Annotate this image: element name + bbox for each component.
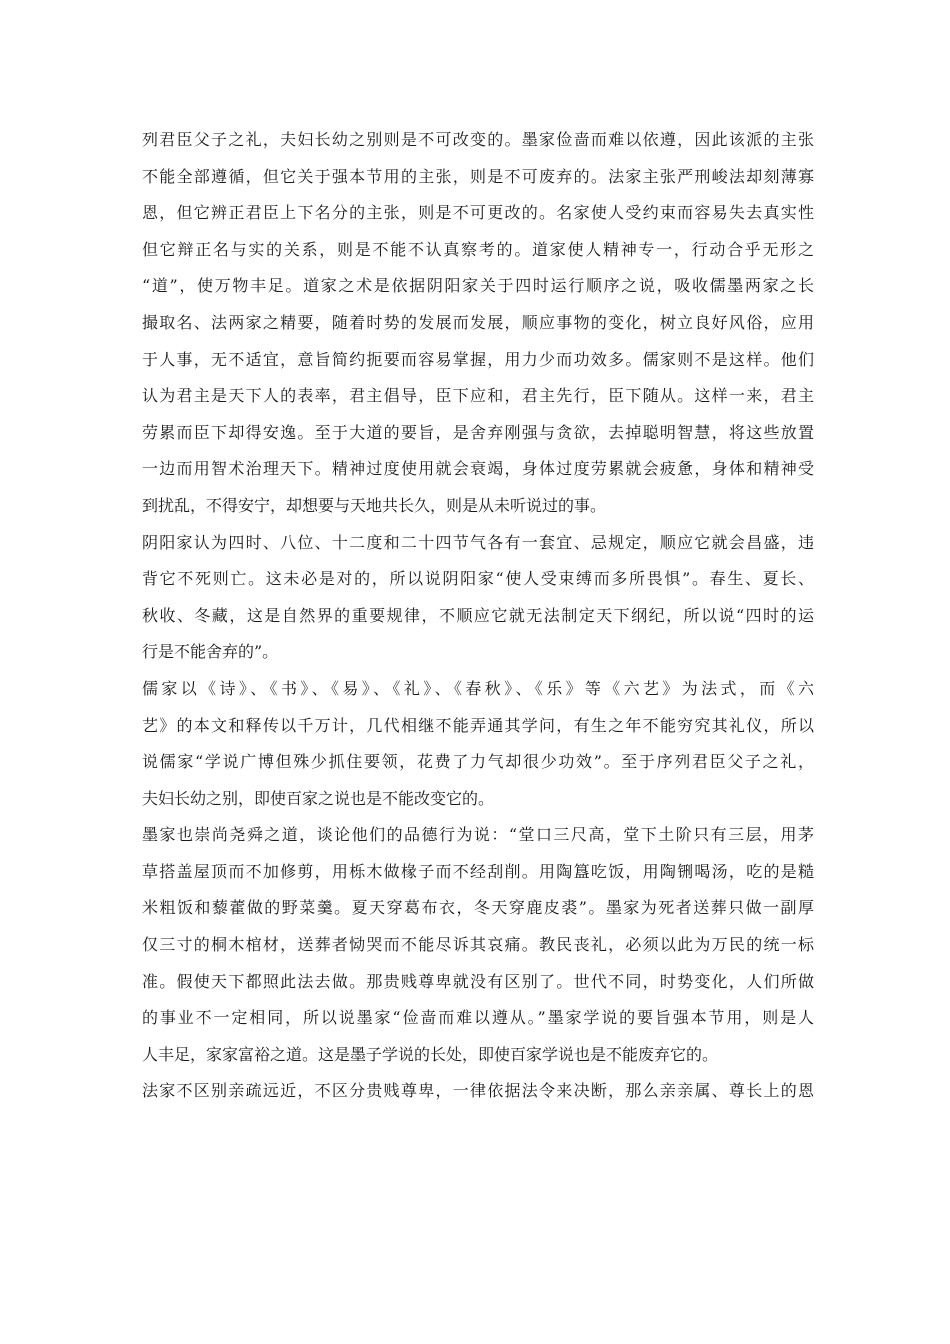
text-line: 的事业不一定相同，所以说墨家“俭啬而难以遵从。”墨家学说的要旨强本节用，则是人	[142, 1008, 814, 1028]
text-line: 恩，但它辨正君臣上下名分的主张，则是不可更改的。名家使人受约束而容易失去真实性	[142, 203, 814, 223]
paragraph-fajia	[142, 1073, 814, 1110]
text-line: 人丰足，家家富裕之道。这是墨子学说的长处，即使百家学说也是不能废弃它的。	[142, 1044, 719, 1064]
text-line: 墨家也崇尚尧舜之道，谈论他们的品德行为说：“堂口三尺高，堂下土阶只有三层，用茅	[142, 825, 814, 845]
text-line: 阴阳家认为四时、八位、十二度和二十四节气各有一套宜、忌规定，顺应它就会昌盛，违	[142, 532, 814, 552]
text-line: 劳累而臣下却得安逸。至于大道的要旨，是舍弃刚强与贪欲，去掉聪明智慧，将这些放置	[142, 422, 814, 442]
paragraph-yinyang	[142, 525, 814, 671]
text-line: 认为君主是天下人的表率，君主倡导，臣下应和，君主先行，臣下随从。这样一来，君主	[142, 386, 814, 406]
article-body	[142, 122, 814, 1110]
text-line: 行是不能舍弃的”。	[142, 642, 279, 662]
text-line: 但它辩正名与实的关系，则是不能不认真察考的。道家使人精神专一，行动合乎无形之	[142, 239, 814, 259]
text-line: 背它不死则亡。这未必是对的，所以说阴阳家“使人受束缚而多所畏惧”。春生、夏长、	[142, 569, 814, 589]
text-line: 法家不区别亲疏远近，不区分贵贱尊卑，一律依据法令来决断，那么亲亲属、尊长上的恩	[142, 1081, 814, 1101]
text-line: 仅三寸的桐木棺材，送葬者恸哭而不能尽诉其哀痛。教民丧礼，必须以此为万民的统一标	[142, 935, 814, 955]
paragraph-mojia	[142, 817, 814, 1073]
text-line: “道”，使万物丰足。道家之术是依据阴阳家关于四时运行顺序之说，吸收儒墨两家之长	[142, 276, 814, 296]
text-line: 米粗饭和藜藿做的野菜羹。夏天穿葛布衣，冬天穿鹿皮裘”。墨家为死者送葬只做一副厚	[142, 898, 814, 918]
text-line: 艺》的本文和释传以千万计，几代相继不能弄通其学问，有生之年不能穷究其礼仪，所以	[142, 715, 814, 735]
text-line: 准。假使天下都照此法去做。那贵贱尊卑就没有区别了。世代不同，时势变化，人们所做	[142, 971, 814, 991]
text-line: 儒家以《诗》、《书》、《易》、《礼》、《春秋》、《乐》等《六艺》为法式，而《六	[142, 678, 814, 698]
paragraph-rujia	[142, 671, 814, 817]
text-line: 不能全部遵循，但它关于强本节用的主张，则是不可废弃的。法家主张严刑峻法却刻薄寡	[142, 166, 814, 186]
text-line: 到扰乱，不得安宁，却想要与天地共长久，则是从未听说过的事。	[142, 495, 607, 515]
text-line: 说儒家“学说广博但殊少抓住要领，花费了力气却很少功效”。至于序列君臣父子之礼，	[142, 752, 814, 772]
text-line: 草搭盖屋顶而不加修剪，用栎木做椽子而不经刮削。用陶簋吃饭，用陶铏喝汤，吃的是糙	[142, 861, 814, 881]
text-line: 夫妇长幼之别，即使百家之说也是不能改变它的。	[142, 788, 495, 808]
text-line: 于人事，无不适宜，意旨简约扼要而容易掌握，用力少而功效多。儒家则不是这样。他们	[142, 349, 814, 369]
text-line: 列君臣父子之礼，夫妇长幼之别则是不可改变的。墨家俭啬而难以依遵，因此该派的主张	[142, 130, 814, 149]
text-line: 秋收、冬藏，这是自然界的重要规律，不顺应它就无法制定天下纲纪，所以说“四时的运	[142, 605, 814, 625]
text-line: 撮取名、法两家之精要，随着时势的发展而发展，顺应事物的变化，树立良好风俗，应用	[142, 312, 814, 332]
text-line: 一边而用智术治理天下。精神过度使用就会衰竭，身体过度劳累就会疲惫，身体和精神受	[142, 459, 814, 479]
paragraph-daojia-comparison	[142, 122, 814, 525]
